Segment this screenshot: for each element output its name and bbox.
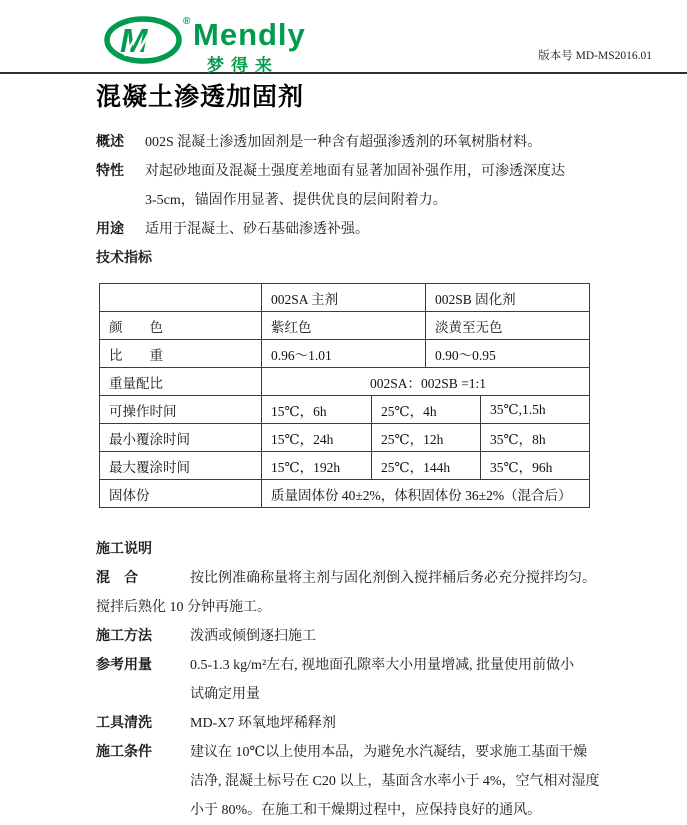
page-header: [0, 0, 687, 74]
table-cell: 25℃，144h: [372, 452, 481, 480]
logo-ellipse-m-icon: [103, 14, 189, 64]
mix-text-cont: 搅拌后熟化 10 分钟再施工。: [96, 600, 271, 615]
brand-name-cn: 梦得来: [207, 56, 279, 75]
table-cell: 重量配比: [100, 368, 262, 396]
table-cell: 002SA：002SB =1:1: [262, 368, 590, 396]
table-cell: 15℃，192h: [262, 452, 372, 480]
features-text-line2: 3-5cm，锚固作用显著、提供优良的层间附着力。: [145, 193, 447, 208]
table-cell: 颜 色: [100, 312, 262, 340]
company-logo: [103, 14, 306, 76]
table-row: [100, 480, 590, 508]
table-cell: 35℃，8h: [481, 424, 590, 452]
dosage-row: [96, 651, 652, 680]
usage-text: 适用于混凝土、砂石基础渗透补强。: [145, 222, 369, 237]
table-cell: 最大覆涂时间: [100, 452, 262, 480]
table-cell: 25℃，12h: [372, 424, 481, 452]
table-row: [100, 312, 590, 340]
brand-name: Mendly: [193, 17, 306, 52]
table-cell: 15℃，24h: [262, 424, 372, 452]
table-row: [100, 284, 590, 312]
conditions-label: 施工条件: [96, 745, 152, 760]
table-cell: 35℃,1.5h: [481, 396, 590, 424]
tech-spec-heading: 技术指标: [96, 251, 152, 266]
mix-row: [96, 564, 652, 593]
dosage-label: 参考用量: [96, 658, 152, 673]
table-row: [100, 340, 590, 368]
mix-text: 按比例准确称量将主剂与固化剂倒入搅拌桶后务必充分搅拌均匀。: [190, 571, 596, 586]
table-row: [100, 396, 590, 424]
table-cell: 可操作时间: [100, 396, 262, 424]
cleaning-row: [96, 709, 652, 738]
usage-row: [96, 215, 652, 244]
features-row: [96, 157, 652, 186]
cleaning-label: 工具清洗: [96, 716, 152, 731]
table-row: [100, 452, 590, 480]
usage-label: 用途: [96, 222, 124, 237]
table-cell: 淡黄至无色: [426, 312, 590, 340]
table-cell: 002SB 固化剂: [426, 284, 590, 312]
logo-text: [193, 14, 306, 76]
method-label: 施工方法: [96, 629, 152, 644]
conditions-text-line3: 小于 80%。在施工和干燥期过程中，应保持良好的通风。: [190, 803, 542, 818]
spec-table: [99, 283, 590, 508]
page-title: 混凝土渗透加固剂: [96, 83, 305, 111]
mix-label: 混 合: [96, 571, 138, 586]
method-row: [96, 622, 652, 651]
svg-text:M: M: [120, 22, 148, 59]
document-body: [96, 80, 652, 825]
overview-text: 002S 混凝土渗透加固剂是一种含有超强渗透剂的环氧树脂材料。: [145, 135, 542, 150]
registered-trademark: ®: [183, 16, 191, 27]
method-text: 泼洒或倾倒逐扫施工: [190, 629, 316, 644]
conditions-text-line1: 建议在 10℃以上使用本品，为避免水汽凝结，要求施工基面干燥: [190, 745, 588, 760]
table-cell: 25℃，4h: [372, 396, 481, 424]
conditions-row: [96, 738, 652, 767]
table-cell: 35℃，96h: [481, 452, 590, 480]
dosage-text-line1: 0.5-1.3 kg/m²左右, 视地面孔隙率大小用量增减, 批量使用前做小: [190, 658, 575, 673]
construction-heading: 施工说明: [96, 542, 152, 557]
cleaning-text: MD-X7 环氧地坪稀释剂: [190, 716, 336, 731]
table-cell-empty: [100, 284, 262, 312]
version-label: 版本号 MD-MS2016.01: [538, 50, 652, 62]
table-cell: 最小覆涂时间: [100, 424, 262, 452]
conditions-text-line2: 洁净, 混凝土标号在 C20 以上，基面含水率小于 4%，空气相对湿度: [190, 774, 600, 789]
table-cell: 0.96～1.01: [262, 340, 426, 368]
table-cell: 15℃，6h: [262, 396, 372, 424]
features-text-line1: 对起砂地面及混凝土强度差地面有显著加固补强作用，可渗透深度达: [145, 164, 565, 179]
table-cell: 002SA 主剂: [262, 284, 426, 312]
table-row: [100, 424, 590, 452]
dosage-text-line2: 试确定用量: [190, 687, 260, 702]
features-label: 特性: [96, 164, 124, 179]
table-cell: 0.90～0.95: [426, 340, 590, 368]
overview-row: [96, 128, 652, 157]
table-cell: 固体份: [100, 480, 262, 508]
table-row: [100, 368, 590, 396]
table-cell: 比 重: [100, 340, 262, 368]
table-cell: 紫红色: [262, 312, 426, 340]
table-cell: 质量固体份 40±2%，体积固体份 36±2%（混合后）: [262, 480, 590, 508]
overview-label: 概述: [96, 135, 124, 150]
